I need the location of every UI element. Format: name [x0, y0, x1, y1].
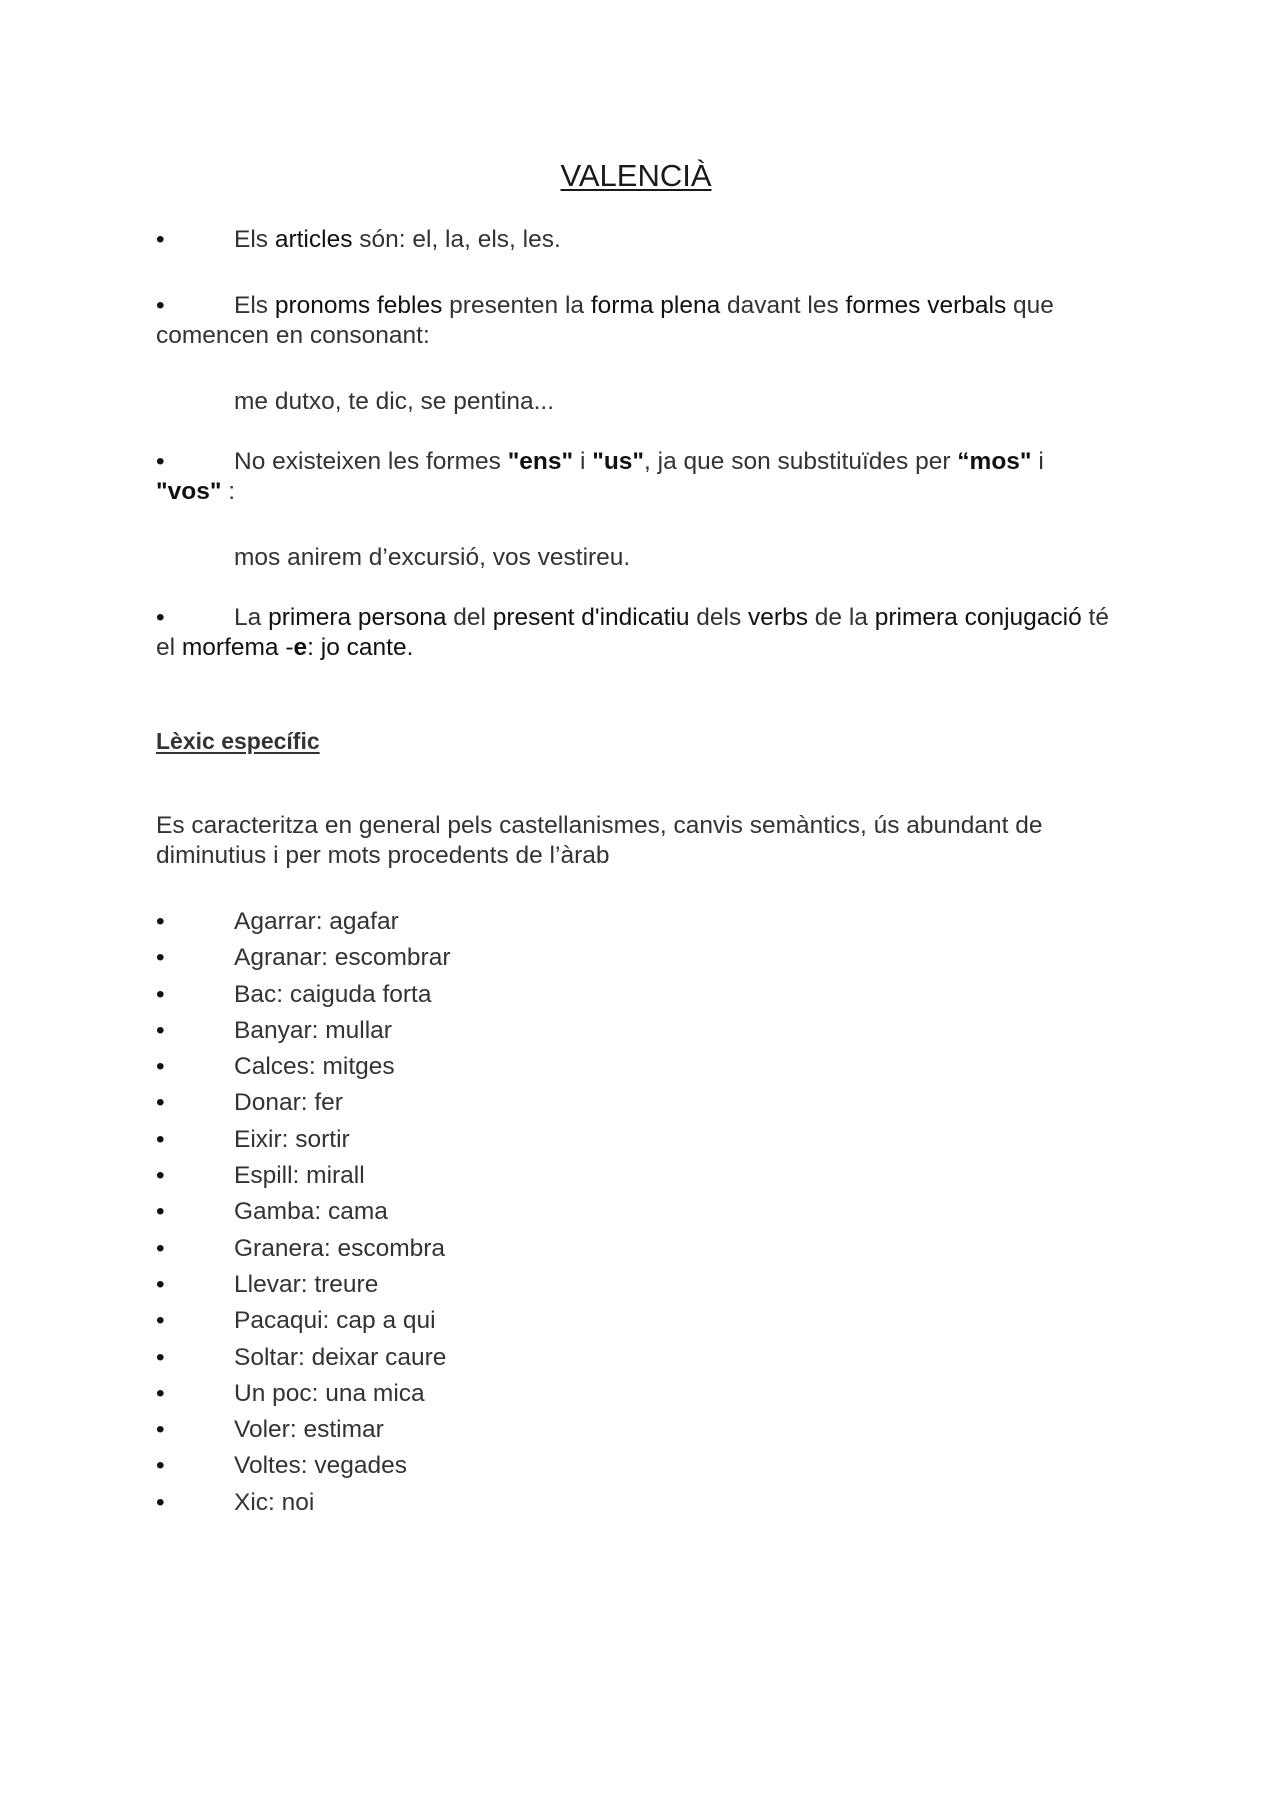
lexicon-list — [156, 904, 1116, 1521]
bullet: • — [156, 908, 165, 935]
list-item: • Voler: estimar — [156, 1412, 1116, 1448]
list-item: • Bac: caiguda forta — [156, 977, 1116, 1013]
paragraph-weak-pronouns: • Els pronoms febles presenten la forma plena davant les formes verbals que comencen en consonant: — [156, 292, 1054, 349]
bullet: • — [156, 448, 165, 475]
bullet: • — [156, 604, 165, 631]
list-item: • Agranar: escombrar — [156, 940, 1116, 976]
bullet: • — [156, 1198, 165, 1226]
list-item: • Banyar: mullar — [156, 1013, 1116, 1049]
bullet: • — [156, 1307, 165, 1335]
bullet: • — [156, 1162, 165, 1190]
bullet: • — [156, 1125, 165, 1153]
bullet: • — [156, 1452, 165, 1480]
bullet: • — [156, 980, 165, 1008]
page-title: VALENCIÀ — [560, 158, 712, 193]
list-item: • Voltes: vegades — [156, 1448, 1116, 1484]
list-item: • Soltar: deixar caure — [156, 1340, 1116, 1376]
list-item: • Un poc: una mica — [156, 1376, 1116, 1412]
paragraph-first-person: • La primera persona del present d'indicatiu dels verbs de la primera conjugació té el morfema -e: jo cante. — [156, 604, 1109, 661]
bullet: • — [156, 1416, 165, 1444]
list-item: • Xic: noi — [156, 1485, 1116, 1521]
list-item: • Agarrar: agafar — [156, 904, 1116, 940]
list-item: • Llevar: treure — [156, 1267, 1116, 1303]
bullet: • — [156, 1053, 165, 1081]
example-pronouns: me dutxo, te dic, se pentina... — [234, 388, 555, 415]
list-item: • Gamba: cama — [156, 1194, 1116, 1230]
lexicon-intro: Es caracteritza en general pels castellanismes, canvis semàntics, ús abundant de diminutius i per mots procedents de l’àrab — [156, 812, 1043, 869]
document-page — [156, 0, 1116, 1811]
bullet: • — [156, 292, 165, 319]
section-heading-lexicon: Lèxic específic — [156, 728, 320, 754]
list-item: • Calces: mitges — [156, 1049, 1116, 1085]
list-item: • Granera: escombra — [156, 1231, 1116, 1267]
bullet: • — [156, 1016, 165, 1044]
list-item: • Pacaqui: cap a qui — [156, 1303, 1116, 1339]
paragraph-articles: • Els articles són: el, la, els, les. — [156, 226, 561, 253]
bullet: • — [156, 1488, 165, 1516]
bullet: • — [156, 1234, 165, 1262]
bullet: • — [156, 1089, 165, 1117]
bullet: • — [156, 1343, 165, 1371]
list-item: • Donar: fer — [156, 1085, 1116, 1121]
list-item: • Eixir: sortir — [156, 1122, 1116, 1158]
bullet: • — [156, 944, 165, 972]
bullet: • — [156, 226, 165, 253]
paragraph-mos-vos: • No existeixen les formes "ens" i "us", ja que son substituïdes per “mos" i "vos" : — [156, 448, 1044, 505]
bullet: • — [156, 1379, 165, 1407]
bullet: • — [156, 1270, 165, 1298]
list-item: • Espill: mirall — [156, 1158, 1116, 1194]
example-mos-vos: mos anirem d’excursió, vos vestireu. — [234, 544, 631, 571]
